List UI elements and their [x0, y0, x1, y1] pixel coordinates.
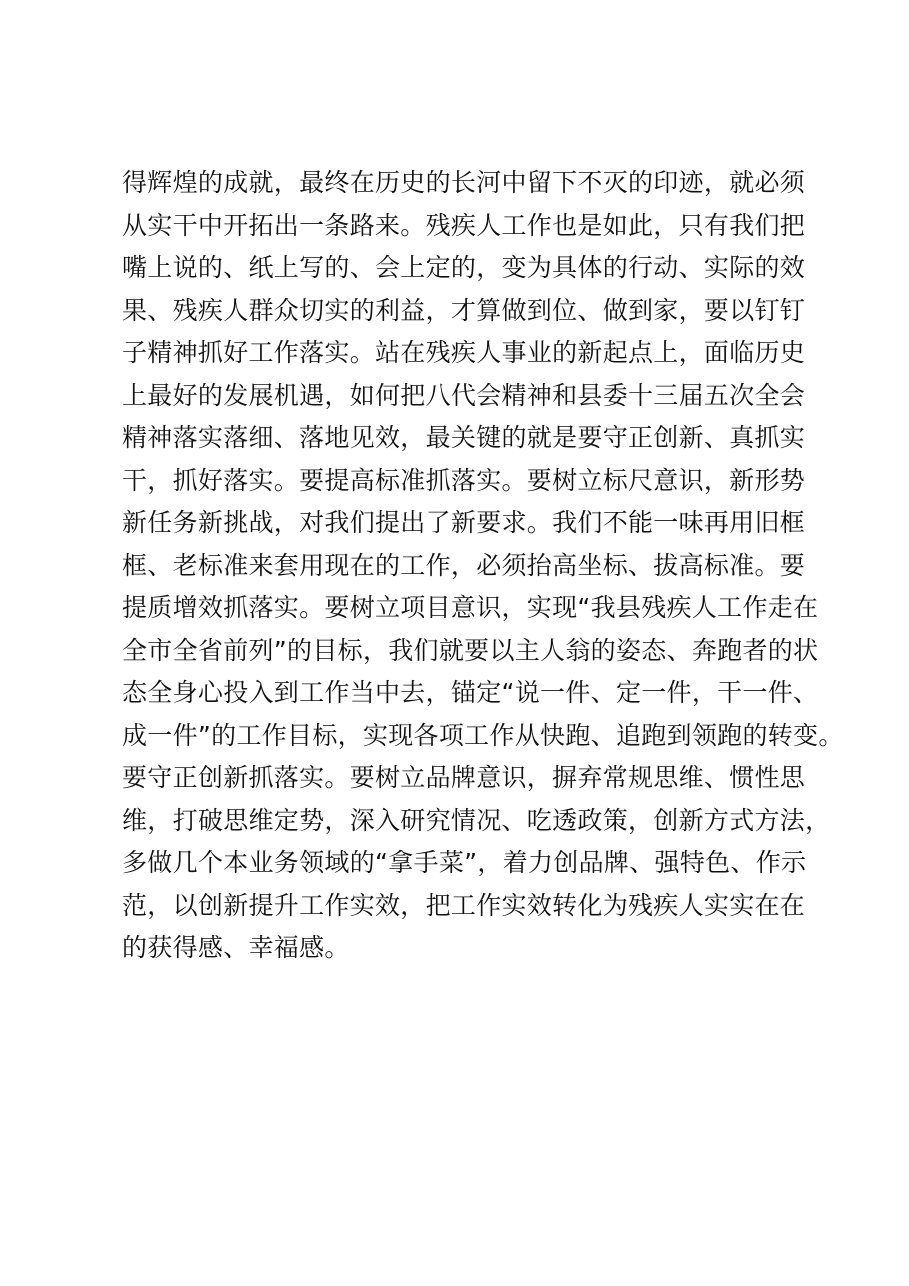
- body-paragraph: [122, 162, 844, 970]
- text-line: 态全身心投入到工作当中去，锚定“说一件、定一件，干一件、: [122, 678, 819, 707]
- text-line: 多做几个本业务领域的“拿手菜”，着力创品牌、强特色、作示: [122, 848, 807, 877]
- text-line: 干，抓好落实。要提高标准抓落实。要树立标尺意识，新形势: [122, 465, 806, 495]
- text-line: 范，以创新提升工作实效，把工作实效转化为残疾人实实在在: [122, 890, 806, 920]
- text-line: 框、老标准来套用现在的工作，必须抬高坐标、拔高标准。要: [122, 550, 806, 580]
- text-line: 上最好的发展机遇，如何把八代会精神和县委十三届五次全会: [122, 380, 806, 410]
- text-line: 精神落实落细、落地见效，最关键的就是要守正创新、真抓实: [122, 423, 806, 452]
- text-line: 得辉煌的成就，最终在历史的长河中留下不灭的印迹，就必须: [122, 168, 806, 197]
- text-line: 果、残疾人群众切实的利益，才算做到位、做到家，要以钉钉: [122, 295, 806, 325]
- text-line: 子精神抓好工作落实。站在残疾人事业的新起点上，面临历史: [122, 338, 806, 367]
- text-line: 的获得感、幸福感。: [122, 933, 350, 962]
- text-line: 维，打破思维定势，深入研究情况、吃透政策，创新方式方法，: [122, 805, 831, 835]
- text-line: 提质增效抓落实。要树立项目意识，实现“我县残疾人工作走在: [122, 593, 819, 622]
- text-line: 新任务新挑战，对我们提出了新要求。我们不能一味再用旧框: [122, 508, 806, 537]
- text-line: 嘴上说的、纸上写的、会上定的，变为具体的行动、实际的效: [122, 253, 806, 282]
- text-line: 全市全省前列”的目标，我们就要以主人翁的姿态、奔跑者的状: [122, 635, 819, 665]
- text-line: 成一件”的工作目标，实现各项工作从快跑、追跑到领跑的转变。: [122, 720, 844, 750]
- text-line: 要守正创新抓落实。要树立品牌意识，摒弃常规思维、惯性思: [122, 763, 806, 792]
- text-line: 从实干中开拓出一条路来。残疾人工作也是如此，只有我们把: [122, 210, 806, 240]
